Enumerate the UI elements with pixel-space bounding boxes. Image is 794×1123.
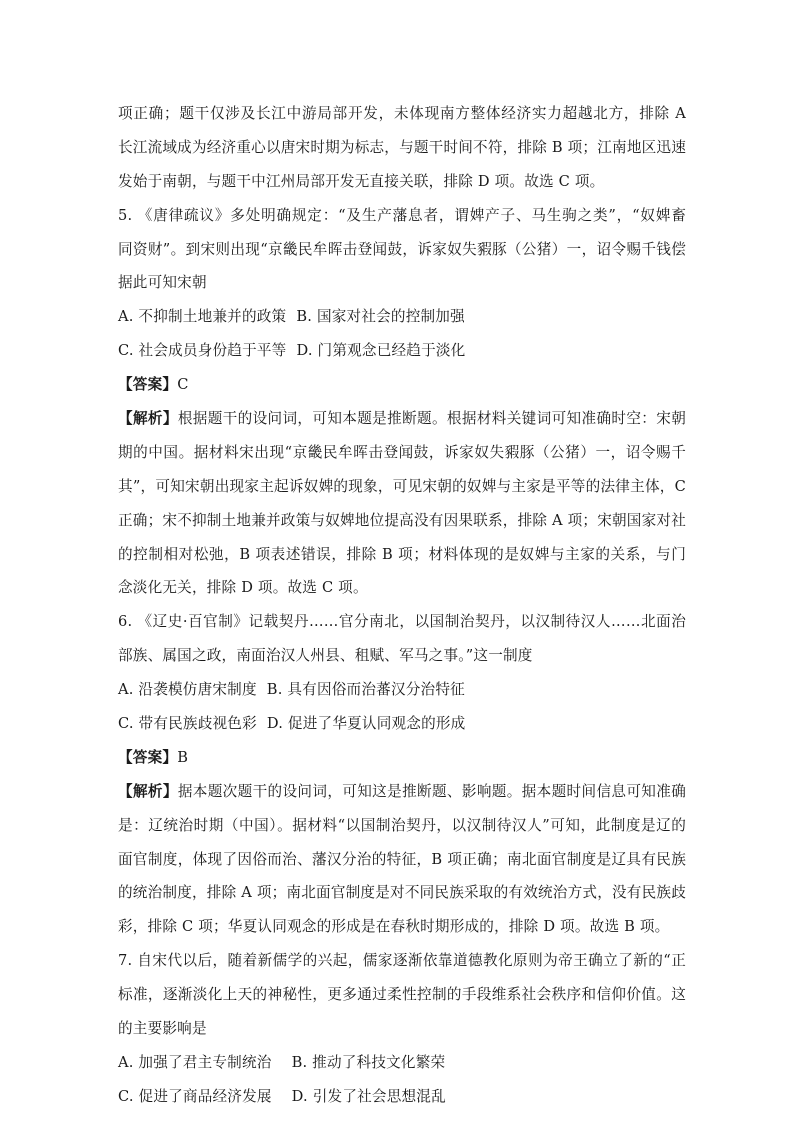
q5-stem-line: 5. 《唐律疏议》多处明确规定：“及生产藩息者，谓婢产子、马生驹之类”，“奴婢畜 [118, 206, 686, 224]
prev-analysis-line: 发始于南朝，与题干中江州局部开发无直接关联，排除 D 项。故选 C 项。 [118, 172, 605, 190]
q6-analysis-line: 的统治制度，排除 A 项；南北面官制度是对不同民族采取的有效统治方式，没有民族歧 [118, 884, 686, 902]
q5-option-d: D. 门第观念已经趋于淡化 [296, 342, 466, 360]
q6-analysis-line [118, 775, 686, 809]
analysis-label: 【解析】 [118, 410, 178, 428]
answer-value: C [177, 376, 189, 394]
prev-analysis-line: 长江流域成为经济重心以唐宋时期为标志，与题干时间不符，排除 B 项；江南地区迅速 [118, 138, 686, 156]
q6-stem-line: 部族、属国之政，南面治汉人州县、租赋、军马之事。”这一制度 [118, 647, 533, 665]
q5-analysis-line: 的控制相对松弛，B 项表述错误，排除 B 项；材料体现的是奴婢与主家的关系，与门 [118, 545, 686, 563]
q5-analysis-line [118, 402, 686, 436]
q7-stem-line: 7. 自宋代以后，随着新儒学的兴起，儒家逐渐依靠道德教化原则为帝王确立了新的“正 [118, 952, 686, 970]
q5-analysis-text: 根据题干的设问词，可知本题是推断题。根据材料关键词可知准确时空：宋朝 [177, 410, 686, 428]
q5-options-row-2 [118, 334, 686, 368]
analysis-label: 【解析】 [118, 782, 178, 800]
q7-options-row-2 [118, 1080, 686, 1114]
q5-analysis-line: 念淡化无关，排除 D 项。故选 C 项。 [118, 579, 368, 597]
q6-analysis-line: 是：辽统治时期（中国）。据材料“以国制治契丹，以汉制待汉人”可知，此制度是辽的 [118, 816, 686, 834]
q6-analysis-line: 面官制度，体现了因俗而治、藩汉分治的特征，B 项正确；南北面官制度是辽具有民族 [118, 850, 686, 868]
q6-options-row-2 [118, 707, 686, 741]
q5-option-c: C. 社会成员身份趋于平等 [118, 342, 287, 360]
prev-analysis-line: 项正确；题干仅涉及长江中游局部开发，未体现南方整体经济实力超越北方，排除 A [118, 105, 686, 122]
q7-option-a: A. 加强了君主专制统治 [118, 1053, 272, 1071]
q7-stem-line: 标准，逐渐淡化上天的神秘性，更多通过柔性控制的手段维系社会秩序和信仰价值。这 [118, 986, 686, 1004]
q6-answer [118, 741, 686, 775]
q6-option-c: C. 带有民族歧视色彩 [118, 715, 257, 733]
q5-answer [118, 368, 686, 402]
q6-analysis-line: 彩，排除 C 项；华夏认同观念的形成是在春秋时期形成的，排除 D 项。故选 B 项。 [118, 918, 670, 936]
q5-stem-line: 据此可知宋朝 [118, 274, 207, 292]
q7-options-row-1 [118, 1046, 686, 1080]
q6-option-b: B. 具有因俗而治蕃汉分治特征 [266, 681, 465, 699]
q6-analysis-text: 据本题次题干的设问词，可知这是推断题、影响题。据本题时间信息可知准确 [177, 782, 686, 800]
q5-analysis-line: 其”，可知宋朝出现家主起诉奴婢的现象，可见宋朝的奴婢与主家是平等的法律主体，C [118, 477, 686, 495]
q7-option-d: D. 引发了社会思想混乱 [291, 1087, 446, 1105]
answer-value: B [177, 748, 189, 766]
q5-option-a: A. 不抑制土地兼并的政策 [118, 308, 287, 326]
q5-option-b: B. 国家对社会的控制加强 [296, 308, 465, 326]
q7-option-c: C. 促进了商品经济发展 [118, 1087, 272, 1105]
answer-label: 【答案】 [118, 748, 178, 766]
q5-analysis-line: 期的中国。据材料宋出现“京畿民牟晖击登闻鼓，诉家奴失豭豚（公猪）一，诏令赐千 [118, 443, 686, 461]
q6-option-a: A. 沿袭模仿唐宋制度 [118, 681, 257, 699]
document-content [118, 97, 686, 1114]
q5-analysis-line: 正确；宋不抑制土地兼并政策与奴婢地位提高没有因果联系，排除 A 项；宋朝国家对社 [118, 511, 686, 529]
q7-option-b: B. 推动了科技文化繁荣 [291, 1053, 446, 1071]
q6-options-row-1 [118, 673, 686, 707]
q6-stem-line: 6. 《辽史·百官制》记载契丹……官分南北，以国制治契丹，以汉制待汉人……北面治 [118, 613, 686, 631]
q7-stem-line: 的主要影响是 [118, 1020, 207, 1038]
answer-label: 【答案】 [118, 376, 178, 394]
q6-option-d: D. 促进了华夏认同观念的形成 [266, 715, 466, 733]
q5-stem-line: 同资财”。到宋则出现“京畿民牟晖击登闻鼓，诉家奴失豭豚（公猪）一，诏令赐千钱偿 [118, 240, 686, 258]
q5-options-row-1 [118, 300, 686, 334]
